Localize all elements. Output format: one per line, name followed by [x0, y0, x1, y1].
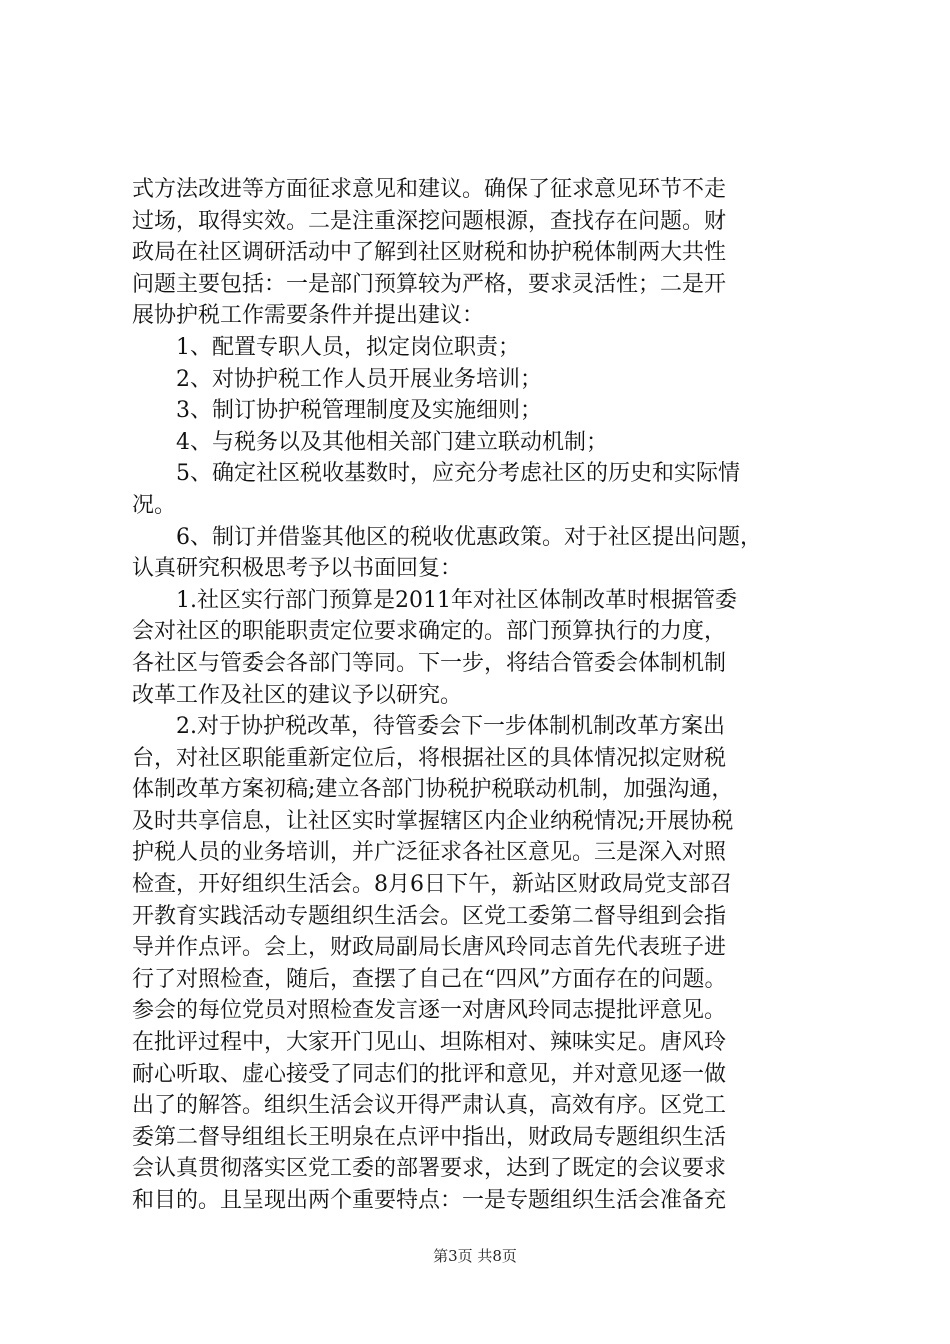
- text-line: 会对社区的职能职责定位要求确定的。部门预算执行的力度，: [132, 619, 727, 645]
- text-line: 委第二督导组组长王明泉在点评中指出，财政局专题组织生活: [132, 1124, 727, 1150]
- text-line: 导并作点评。会上，财政局副局长唐风玲同志首先代表班子进: [132, 935, 727, 961]
- text-line: 行了对照检查，随后，查摆了自己在“四风”方面存在的问题。: [132, 966, 727, 992]
- text-line: 过场，取得实效。二是注重深挖问题根源，查找存在问题。财: [132, 208, 727, 234]
- text-line: 4、与税务以及其他相关部门建立联动机制；: [176, 429, 608, 455]
- text-line: 3、制订协护税管理制度及实施细则；: [176, 398, 542, 424]
- text-line: 检查，开好组织生活会。8月6日下午，新站区财政局党支部召: [132, 872, 732, 898]
- page-footer: 第3页 共8页: [433, 1247, 517, 1265]
- text-line: 2.对于协护税改革，待管委会下一步体制机制改革方案出: [176, 714, 725, 740]
- text-line: 问题主要包括：一是部门预算较为严格，要求灵活性；二是开: [132, 271, 727, 297]
- text-line: 1、配置专职人员，拟定岗位职责；: [176, 334, 520, 360]
- text-line: 开教育实践活动专题组织生活会。区党工委第二督导组到会指: [132, 903, 727, 929]
- text-line: 展协护税工作需要条件并提出建议：: [132, 303, 485, 329]
- text-line: 式方法改进等方面征求意见和建议。确保了征求意见环节不走: [132, 177, 727, 202]
- text-line: 况。: [132, 492, 177, 518]
- text-line: 6、制订并借鉴其他区的税收优惠政策。对于社区提出问题，: [176, 524, 762, 550]
- text-line: 认真研究积极思考予以书面回复：: [132, 556, 463, 582]
- document-body: [132, 174, 832, 1217]
- text-line: 2、对协护税工作人员开展业务培训；: [176, 366, 542, 392]
- text-line: 1.社区实行部门预算是2011年对社区体制改革时根据管委: [176, 587, 737, 613]
- text-line: 5、确定社区税收基数时，应充分考虑社区的历史和实际情: [176, 461, 740, 487]
- text-line: 在批评过程中，大家开门见山、坦陈相对、辣味实足。唐风玲: [132, 1030, 727, 1056]
- text-line: 出了的解答。组织生活会议开得严肃认真，高效有序。区党工: [132, 1093, 727, 1119]
- text-line: 体制改革方案初稿;建立各部门协税护税联动机制，加强沟通，: [132, 777, 734, 803]
- text-line: 耐心听取、虚心接受了同志们的批评和意见，并对意见逐一做: [132, 1061, 727, 1087]
- text-line: 改革工作及社区的建议予以研究。: [132, 682, 463, 708]
- text-line: 和目的。且呈现出两个重要特点：一是专题组织生活会准备充: [132, 1188, 727, 1213]
- text-line: 台，对社区职能重新定位后，将根据社区的具体情况拟定财税: [132, 745, 727, 771]
- text-line: 护税人员的业务培训，并广泛征求各社区意见。三是深入对照: [132, 840, 727, 866]
- text-line: 及时共享信息，让社区实时掌握辖区内企业纳税情况;开展协税: [132, 808, 734, 834]
- text-line: 各社区与管委会各部门等同。下一步，将结合管委会体制机制: [132, 650, 727, 676]
- text-line: 政局在社区调研活动中了解到社区财税和协护税体制两大共性: [132, 240, 727, 266]
- text-line: 参会的每位党员对照检查发言逐一对唐风玲同志提批评意见。: [132, 998, 727, 1024]
- text-line: 会认真贯彻落实区党工委的部署要求，达到了既定的会议要求: [132, 1156, 727, 1182]
